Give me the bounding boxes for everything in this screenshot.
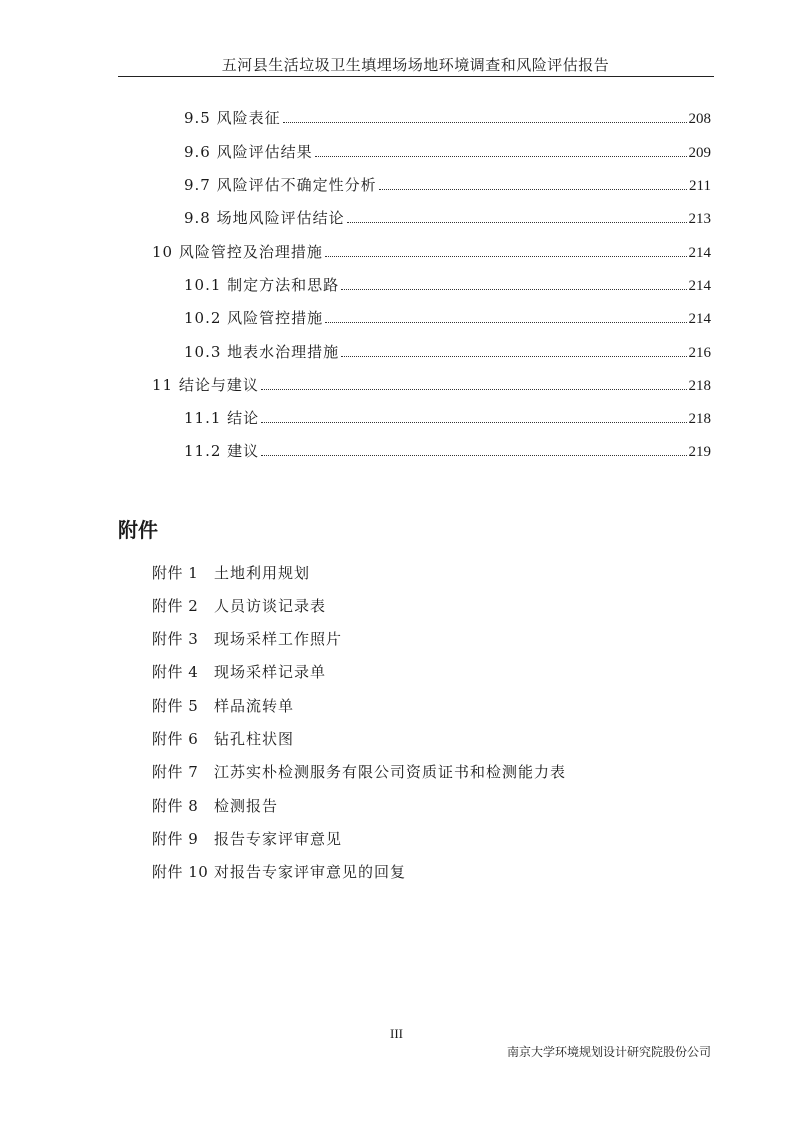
toc-entry-page: 213 — [688, 211, 711, 227]
toc-entry[interactable] — [152, 240, 711, 264]
header-divider — [118, 76, 714, 77]
page-number: III — [390, 1026, 403, 1041]
appendix-item-title: 现场采样记录单 — [214, 663, 327, 681]
toc-leader-dots — [347, 222, 687, 223]
toc-entry-label: 9.7 风险评估不确定性分析 — [184, 176, 377, 194]
toc-entry[interactable] — [152, 373, 711, 397]
appendix-item-label: 附件 3 — [152, 630, 199, 648]
toc-entry-label: 9.5 风险表征 — [184, 109, 281, 127]
appendix-item-title: 人员访谈记录表 — [214, 597, 327, 615]
toc-entry[interactable] — [184, 206, 711, 230]
appendix-item — [152, 827, 342, 851]
toc-entry[interactable] — [184, 340, 711, 364]
running-header-title: 五河县生活垃圾卫生填埋场场地环境调查和风险评估报告 — [221, 56, 610, 74]
appendix-heading: 附件 — [118, 518, 158, 542]
toc-entry[interactable] — [184, 406, 711, 430]
appendix-item-label: 附件 4 — [152, 663, 199, 681]
appendix-item-title: 报告专家评审意见 — [214, 830, 343, 848]
appendix-item-title: 现场采样工作照片 — [214, 630, 343, 648]
appendix-item-title: 江苏实朴检测服务有限公司资质证书和检测能力表 — [214, 763, 567, 781]
toc-entry-page: 216 — [688, 345, 711, 361]
toc-entry[interactable] — [184, 173, 711, 197]
toc-entry[interactable] — [184, 439, 711, 463]
appendix-item-title: 土地利用规划 — [214, 564, 311, 582]
toc-entry-label: 10 风险管控及治理措施 — [152, 243, 323, 261]
toc-entry-page: 214 — [688, 245, 711, 261]
toc-entry[interactable] — [184, 106, 711, 130]
appendix-item — [152, 760, 566, 784]
toc-entry-page: 208 — [688, 111, 711, 127]
toc-entry-page: 211 — [689, 178, 711, 194]
toc-leader-dots — [261, 455, 686, 456]
toc-leader-dots — [325, 256, 687, 257]
toc-entry-label: 10.2 风险管控措施 — [184, 309, 324, 327]
footer-company-name: 南京大学环境规划设计研究院股份公司 — [506, 1045, 711, 1059]
appendix-item-title: 钻孔柱状图 — [214, 730, 295, 748]
appendix-item-title: 对报告专家评审意见的回复 — [214, 863, 407, 881]
appendix-item-label: 附件 8 — [152, 797, 199, 815]
appendix-item-label: 附件 2 — [152, 597, 199, 615]
toc-leader-dots — [341, 289, 686, 290]
toc-entry-page: 218 — [688, 411, 711, 427]
appendix-item — [152, 727, 294, 751]
toc-entry-label: 11 结论与建议 — [152, 376, 259, 394]
toc-entry-label: 9.6 风险评估结果 — [184, 143, 313, 161]
toc-entry-label: 11.1 结论 — [184, 409, 260, 427]
appendix-item — [152, 694, 294, 718]
toc-entry-page: 214 — [688, 278, 711, 294]
toc-entry[interactable] — [184, 140, 711, 164]
toc-leader-dots — [283, 122, 687, 123]
toc-entry-label: 10.3 地表水治理措施 — [184, 343, 340, 361]
toc-entry-page: 218 — [688, 378, 711, 394]
toc-leader-dots — [325, 322, 686, 323]
appendix-item-label: 附件 6 — [152, 730, 199, 748]
appendix-item — [152, 794, 278, 818]
toc-entry-page: 214 — [688, 311, 711, 327]
appendix-item-title: 检测报告 — [214, 797, 279, 815]
toc-leader-dots — [261, 422, 686, 423]
toc-entry-label: 10.1 制定方法和思路 — [184, 276, 340, 294]
appendix-item-label: 附件 5 — [152, 697, 199, 715]
appendix-item — [152, 860, 406, 884]
appendix-item — [152, 627, 342, 651]
toc-leader-dots — [261, 389, 687, 390]
toc-entry-label: 9.8 场地风险评估结论 — [184, 209, 345, 227]
toc-entry[interactable] — [184, 306, 711, 330]
toc-entry-page: 219 — [688, 444, 711, 460]
appendix-item-label: 附件 7 — [152, 763, 199, 781]
appendix-item-label: 附件 9 — [152, 830, 199, 848]
toc-leader-dots — [315, 156, 687, 157]
appendix-item-label: 附件 1 — [152, 564, 199, 582]
appendix-item-title: 样品流转单 — [214, 697, 295, 715]
appendix-item — [152, 594, 326, 618]
toc-entry-label: 11.2 建议 — [184, 442, 260, 460]
toc-leader-dots — [341, 356, 686, 357]
toc-entry-page: 209 — [688, 145, 711, 161]
appendix-item — [152, 660, 326, 684]
toc-entry[interactable] — [184, 273, 711, 297]
appendix-item — [152, 561, 310, 585]
toc-leader-dots — [379, 189, 687, 190]
appendix-item-label: 附件 10 — [152, 863, 209, 881]
